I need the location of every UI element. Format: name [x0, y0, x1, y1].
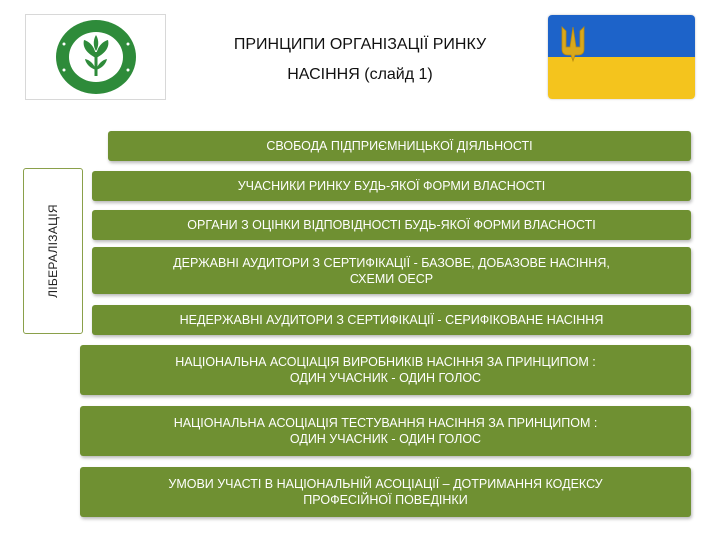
liberalization-panel [23, 168, 83, 334]
trident-icon [558, 23, 588, 63]
bar-text: УЧАСНИКИ РИНКУ БУДЬ-ЯКОЇ ФОРМИ ВЛАСНОСТІ [237, 179, 546, 193]
bar-text: СВОБОДА ПІДПРИЄМНИЦЬКОЇ ДІЯЛЬНОСТІ [266, 139, 533, 153]
bar-text-line2: СХЕМИ ОЕСР [349, 271, 434, 286]
seed-association-logo-icon [54, 18, 138, 96]
bar-text-line1: ДЕРЖАВНІ АУДИТОРИ З СЕРТИФІКАЦІЇ - БАЗОВЕ, ДОБАЗОВЕ НАСІННЯ, [173, 255, 610, 270]
bar-market-participants [92, 171, 691, 201]
logo [25, 14, 166, 100]
bar-conformity-bodies [92, 210, 691, 240]
liberalization-label: ЛІБЕРАЛІЗАЦІЯ [46, 204, 61, 298]
bar-state-auditors [92, 247, 691, 294]
bar-producers-association [80, 345, 691, 395]
bar-text-line1: УМОВИ УЧАСТІ В НАЦІОНАЛЬНІЙ АСОЦІАЦІЇ – ДОТРИМАННЯ КОДЕКСУ [168, 477, 603, 491]
bar-text-line1: НАЦІОНАЛЬНА АСОЦІАЦІЯ ТЕСТУВАННЯ НАСІННЯ ЗА ПРИНЦИПОМ : [173, 416, 598, 430]
bar-text-line1: НАЦІОНАЛЬНА АСОЦІАЦІЯ ВИРОБНИКІВ НАСІННЯ ЗА ПРИНЦИПОМ : [175, 355, 596, 369]
bar-participation-conditions [80, 467, 691, 517]
bar-testing-association [80, 406, 691, 456]
page-title [185, 30, 535, 90]
flag-yellow-stripe [548, 57, 695, 99]
bar-text-line2: ОДИН УЧАСНИК - ОДИН ГОЛОС [289, 371, 482, 385]
bar-text: НЕДЕРЖАВНІ АУДИТОРИ З СЕРТИФІКАЦІЇ - СЕРИФІКОВАНЕ НАСІННЯ [179, 313, 604, 327]
bar-text-line2: ПРОФЕСІЙНОЇ ПОВЕДІНКИ [303, 493, 468, 507]
bar-freedom-of-enterprise [108, 131, 691, 161]
bar-text: ОРГАНИ З ОЦІНКИ ВІДПОВІДНОСТІ БУДЬ-ЯКОЇ ФОРМИ ВЛАСНОСТІ [187, 218, 596, 232]
page-title-line1: ПРИНЦИПИ ОРГАНІЗАЦІЇ РИНКУ [233, 36, 487, 53]
bar-non-state-auditors [92, 305, 691, 335]
bar-text-line2: ОДИН УЧАСНИК - ОДИН ГОЛОС [289, 432, 482, 446]
page-title-line2: НАСІННЯ (слайд 1) [287, 66, 433, 83]
ukraine-flag [548, 15, 695, 99]
